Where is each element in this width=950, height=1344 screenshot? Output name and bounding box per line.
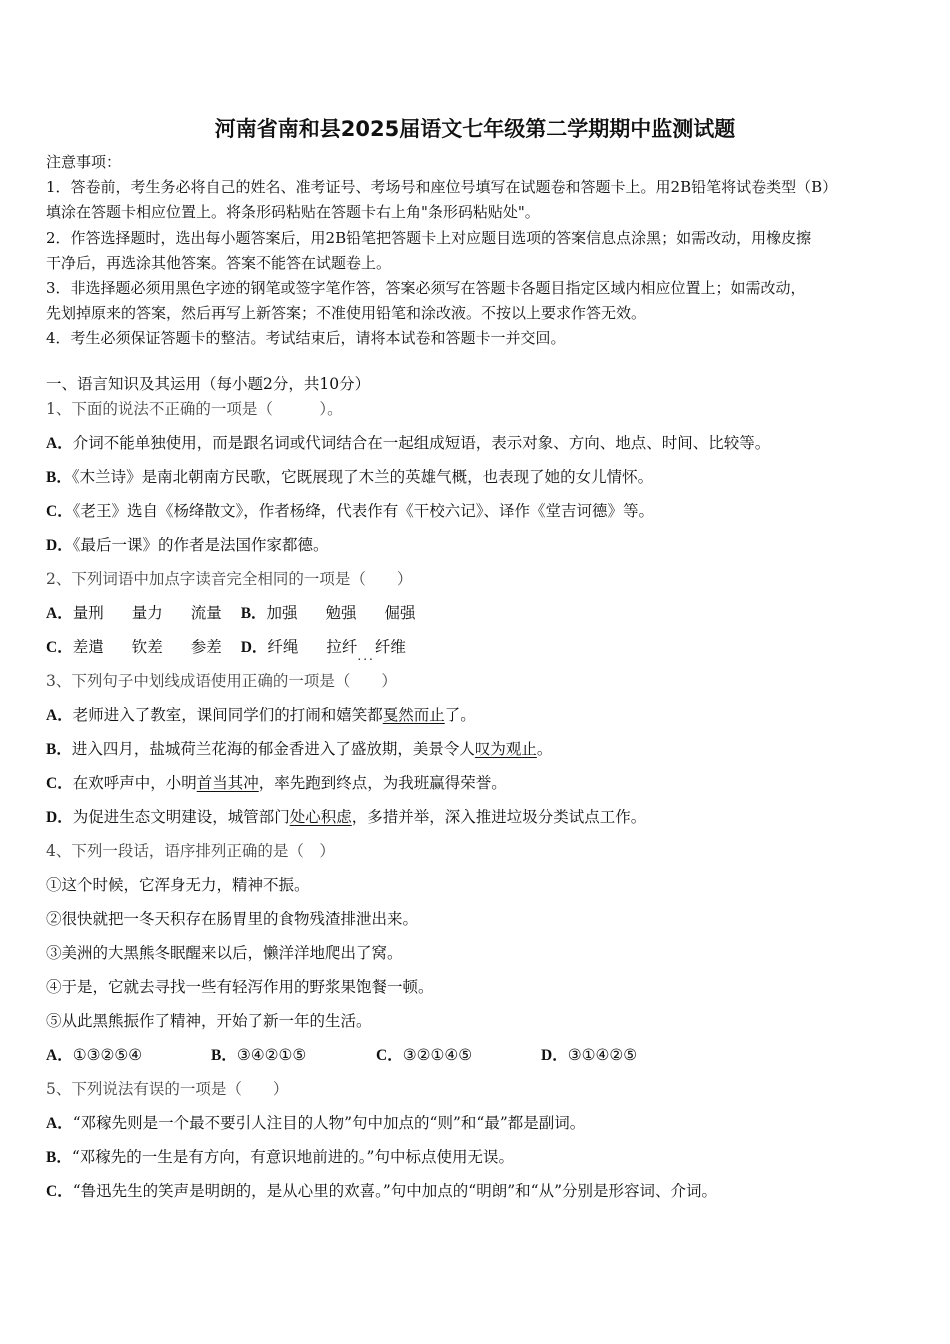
option-label: C．: [376, 1047, 403, 1064]
option-text: 。: [536, 740, 553, 758]
sentence: ②很快就把一冬天积存在肠胃里的食物残渣排泄出来。: [46, 910, 419, 928]
question-3-stem: 3、下列句子中划线成语使用正确的一项是（ ）: [46, 672, 397, 690]
option-label: D．: [46, 537, 73, 554]
option-text: ③④②①⑤: [236, 1046, 307, 1064]
question-3-option-c: [46, 773, 916, 807]
option-text: 了。: [444, 706, 476, 724]
option-label: C．: [46, 775, 73, 792]
question-5-option-a: [46, 1113, 916, 1147]
notice-line: 4．考生必须保证答题卡的整洁。考试结束后，请将本试卷和答题卡一并交回。: [46, 329, 566, 348]
option-label: A．: [46, 435, 73, 452]
option-label: C．: [46, 1183, 73, 1200]
option-label: B．: [46, 469, 72, 486]
document-title: 河南省南和县2025届语文七年级第二学期期中监测试题: [214, 117, 736, 141]
underlined-idiom: 首当其冲: [196, 774, 259, 792]
question-2-options-ab: [46, 603, 916, 637]
word: 钦差: [131, 638, 163, 656]
notice-heading: 注意事项：: [46, 153, 122, 171]
question-2-options-cd: [46, 637, 916, 671]
word: 差遣: [72, 638, 104, 656]
option-text: 老师进入了教室，课间同学们的打闹和嬉笑都: [72, 706, 383, 724]
option-text: 介词不能单独使用，而是跟名词或代词结合在一起组成短语，表示对象、方向、地点、时间、比较等。: [72, 434, 771, 452]
option-text: 《最后一课》的作者是法国作家都德。: [72, 536, 329, 554]
word: 参差: [190, 638, 222, 656]
option-text: ，率先跑到终点，为我班赢得荣誉。: [258, 774, 507, 792]
underlined-idiom: 叹为观止: [474, 740, 537, 758]
question-3-option-d: [46, 807, 916, 841]
notice-line: 2．作答选择题时，选出每小题答案后，用2B铅笔把答题卡上对应题目选项的答案信息点涂黑；如需改动，用橡皮擦: [46, 228, 812, 247]
underlined-idiom: 戛然而止: [382, 706, 445, 724]
option-label: A．: [46, 1115, 73, 1132]
option-text: ，多措并举，深入推进垃圾分类试点工作。: [351, 808, 647, 826]
option-text: 《老王》选自《杨绛散文》，作者杨绛，代表作有《干校六记》、译作《堂吉诃德》等。: [72, 502, 654, 520]
option-label: B．: [240, 605, 267, 622]
option-label: A．: [46, 707, 73, 724]
sentence: ⑤从此黑熊振作了精神，开始了新一年的生活。: [46, 1012, 372, 1030]
word: 量力: [131, 604, 163, 622]
notice-line: 填涂在答题卡相应位置上。将条形码粘贴在答题卡右上角"条形码粘贴处"。: [46, 203, 540, 222]
section-heading: 一、语言知识及其运用（每小题2分，共10分）: [46, 375, 371, 393]
notice-line: 3．非选择题必须用黑色字迹的钢笔或签字笔作答，答案必须写在答题卡各题目指定区域内相应位置上；如需改动，: [46, 279, 806, 298]
option-label: B．: [211, 1047, 237, 1064]
notice-line: 干净后，再选涂其他答案。答案不能答在试题卷上。: [46, 253, 392, 272]
word: 流量: [190, 604, 222, 622]
option-label: D．: [240, 639, 268, 656]
option-text: “邓稼先的一生是有方向，有意识地前进的。”句中标点使用无误。: [71, 1148, 514, 1166]
option-label: A．: [46, 605, 73, 622]
question-1-option-b: [46, 467, 916, 501]
question-3-option-a: [46, 705, 916, 739]
question-5-option-c: [46, 1181, 916, 1215]
question-2-stem: 2、下列词语中加点字读音完全相同的一项是（ ）: [46, 570, 413, 588]
option-label: B．: [46, 741, 72, 758]
option-text: 进入四月，盐城荷兰花海的郁金香进入了盛放期，美景令人: [71, 740, 475, 758]
sentence: ①这个时候，它浑身无力，精神不振。: [46, 876, 310, 894]
question-1-option-c: [46, 501, 916, 535]
notice-section: [46, 150, 906, 352]
word: 量刑: [72, 604, 104, 622]
option-label: C．: [46, 503, 73, 520]
option-text: ①③②⑤④: [72, 1046, 143, 1064]
option-label: C．: [46, 639, 73, 656]
notice-line: 1．答卷前，考生务必将自己的姓名、准考证号、考场号和座位号填写在试题卷和答题卡上。用2B铅笔将试卷类型（B）: [46, 178, 838, 197]
option-text: “鲁迅先生的笑声是明朗的，是从心里的欢喜。”句中加点的“明朗”和“从”分别是形容词、介词。: [72, 1182, 718, 1200]
word: 纤绳: [267, 638, 299, 656]
word: 纤维: [374, 638, 406, 656]
notice-line: 先划掉原来的答案，然后再写上新答案；不准使用铅笔和涂改液。不按以上要求作答无效。: [46, 304, 647, 323]
option-label: B．: [46, 1149, 72, 1166]
question-3-option-b: [46, 739, 916, 773]
question-4-options: [46, 1045, 916, 1079]
option-text: “邓稼先则是一个最不要引人注目的人物”句中加点的“则”和“最”都是副词。: [72, 1114, 586, 1132]
questions-body: [46, 374, 916, 1215]
question-1-option-d: [46, 535, 916, 569]
word: 勉强: [325, 604, 357, 622]
word: 倔强: [384, 604, 416, 622]
question-1-stem: 1、下面的说法不正确的一项是（ ）。: [46, 400, 343, 418]
option-label: D．: [46, 809, 73, 826]
word: 拉纤: [326, 638, 358, 656]
option-text: ③①④②⑤: [567, 1046, 638, 1064]
option-label: A．: [46, 1047, 73, 1064]
question-5-stem: 5、下列说法有误的一项是（ ）: [46, 1080, 289, 1098]
option-label: D．: [541, 1047, 568, 1064]
question-1-option-a: [46, 433, 916, 467]
option-text: 在欢呼声中，小明: [72, 774, 197, 792]
question-4-stem: 4、下列一段话，语序排列正确的是（ ）: [46, 842, 335, 860]
emphasis-dots: ...: [357, 649, 375, 663]
option-text: 《木兰诗》是南北朝南方民歌，它既展现了木兰的英雄气概，也表现了她的女儿情怀。: [71, 468, 654, 486]
option-text: ③②①④⑤: [402, 1046, 473, 1064]
option-text: 为促进生态文明建设，城管部门: [72, 808, 290, 826]
sentence: ③美洲的大黑熊冬眠醒来以后，懒洋洋地爬出了窝。: [46, 944, 403, 962]
sentence: ④于是，它就去寻找一些有轻泻作用的野浆果饱餐一顿。: [46, 978, 434, 996]
question-5-option-b: [46, 1147, 916, 1181]
word: 加强: [266, 604, 298, 622]
underlined-idiom: 处心积虑: [289, 808, 352, 826]
